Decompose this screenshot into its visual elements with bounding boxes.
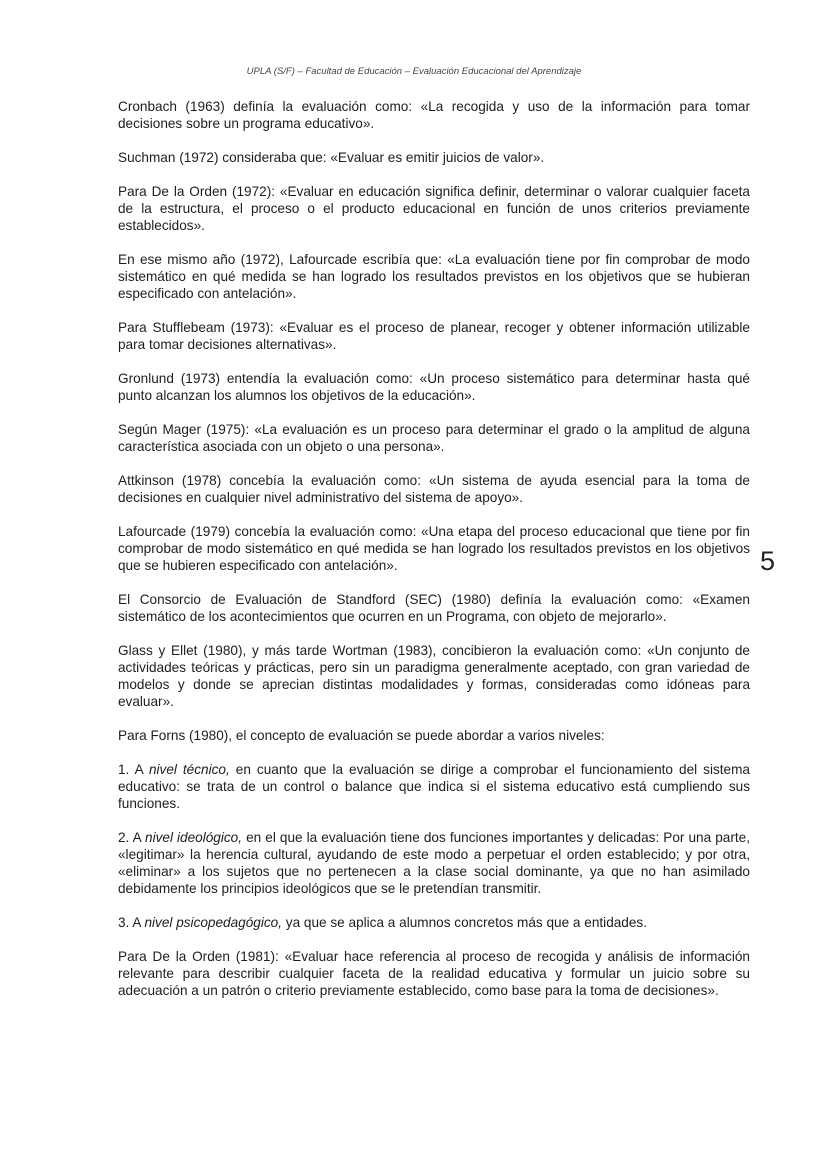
paragraph-cronbach: Cronbach (1963) definía la evaluación como: «La recogida y uso de la información para tomar decisiones sobre un programa educativo». (118, 99, 750, 131)
paragraph-gronlund: Gronlund (1973) entendía la evaluación como: «Un proceso sistemático para determinar hasta qué punto alcanzan los alumnos los objetivos de la educación». (118, 371, 750, 403)
paragraph-sec: El Consorcio de Evaluación de Standford (SEC) (1980) definía la evaluación como: «Examen sistemático de los acontecimientos que ocurren en un Programa, con objeto de mejorarlo». (118, 592, 750, 624)
paragraph-suchman: Suchman (1972) consideraba que: «Evaluar es emitir juicios de valor». (118, 150, 545, 165)
level-title: nivel técnico, (148, 762, 230, 777)
level-number: 1. A (118, 762, 149, 777)
level-number: 2. A (118, 830, 146, 845)
page-number: 5 (760, 546, 776, 576)
level-item-psychopedagogical (118, 914, 750, 931)
page-header: UPLA (S/F) – Facultad de Educación – Evaluación Educacional del Aprendizaje (246, 66, 582, 77)
paragraph-glass-ellet: Glass y Ellet (1980), y más tarde Wortman (1983), concibieron la evaluación como: «Un conjunto de actividades teóricas y prácticas, pero sin un paradigma generalmente aceptado, con gran variedad de modelos y donde se aprecian distintas modalidades y formas, consideradas como idóneas para evaluar». (118, 643, 750, 709)
level-item-ideological (118, 829, 750, 897)
level-title: nivel psicopedagógico, (144, 915, 283, 930)
paragraph-stufflebeam: Para Stufflebeam (1973): «Evaluar es el proceso de planear, recoger y obtener información utilizable para tomar decisiones alternativas». (118, 320, 750, 352)
level-text: en el que la evaluación tiene dos funciones importantes y delicadas: Por una parte, «legitimar» la herencia cultural, ayudando de este modo a perpetuar el orden establecido; y por otra, «eliminar» a los sujetos que no pertenecen a la clase social dominante, ya que no han asimilado debidamente los principios ideológicos que se le pretendían transmitir. (118, 830, 750, 896)
paragraph-de-la-orden-1981: Para De la Orden (1981): «Evaluar hace referencia al proceso de recogida y análisis de información relevante para describir cualquier faceta de la realidad educativa y formular un juicio sobre su adecuación a un patrón o criterio previamente establecido, como base para la toma de decisiones». (118, 949, 750, 998)
level-text: ya que se aplica a alumnos concretos más que a entidades. (282, 915, 648, 930)
level-number: 3. A (118, 915, 145, 930)
level-title: nivel ideológico, (145, 830, 243, 845)
paragraph-forns: Para Forns (1980), el concepto de evaluación se puede abordar a varios niveles: (118, 728, 605, 743)
paragraph-mager: Según Mager (1975): «La evaluación es un proceso para determinar el grado o la amplitud de alguna característica asociada con un objeto o una persona». (118, 422, 750, 454)
paragraph-lafourcade-1972: En ese mismo año (1972), Lafourcade escribía que: «La evaluación tiene por fin comprobar de modo sistemático en qué medida se han logrado los resultados previstos en los objetivos que se hubieran especificado con antelación». (118, 252, 750, 301)
paragraph-lafourcade-1979: Lafourcade (1979) concebía la evaluación como: «Una etapa del proceso educacional que tiene por fin comprobar de modo sistemático en qué medida se han logrado los resultados previstos en los objetivos que se hubieren especificado con antelación». (118, 524, 750, 573)
document-body (118, 98, 750, 1016)
paragraph-de-la-orden-1972: Para De la Orden (1972): «Evaluar en educación significa definir, determinar o valorar cualquier faceta de la estructura, el proceso o el producto educacional en función de unos criterios previamente establecidos». (118, 184, 750, 233)
level-text: en cuanto que la evaluación se dirige a comprobar el funcionamiento del sistema educativo: se trata de un control o balance que indica si el sistema educativo está cumpliendo sus funciones. (118, 762, 750, 811)
level-item-technical (118, 761, 750, 812)
paragraph-attkinson: Attkinson (1978) concebía la evaluación como: «Un sistema de ayuda esencial para la toma de decisiones en cualquier nivel administrativo del sistema de apoyo». (118, 473, 750, 505)
